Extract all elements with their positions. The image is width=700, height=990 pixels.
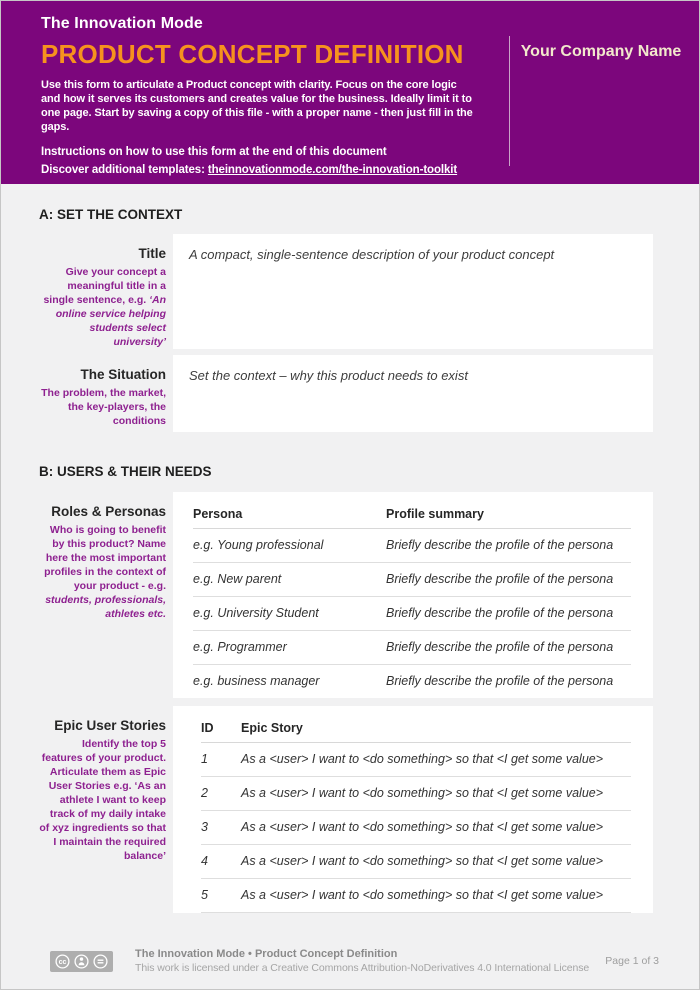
personas-row	[39, 492, 651, 698]
situation-field-hint	[39, 386, 166, 428]
no-derivatives-equals-icon	[93, 954, 108, 969]
profile-cell[interactable]: Briefly describe the profile of the persona	[386, 674, 614, 688]
epic-table-row	[201, 845, 631, 879]
title-hint-example: ‘An online service helping students select university’	[55, 294, 166, 348]
profile-cell[interactable]: Briefly describe the profile of the persona	[386, 606, 614, 620]
epic-story-cell[interactable]: As a <user> I want to <do something> so that <I get some value>	[241, 752, 604, 766]
personas-table-header	[193, 502, 631, 529]
epic-id-cell: 1	[201, 752, 208, 766]
discover-line	[41, 164, 699, 176]
situation-field-label: The Situation	[80, 367, 166, 382]
epic-story-cell[interactable]: As a <user> I want to <do something> so that <I get some value>	[241, 854, 604, 868]
profile-cell[interactable]: Briefly describe the profile of the persona	[386, 538, 614, 552]
brand-name: The Innovation Mode	[41, 15, 203, 32]
persona-table-row	[193, 631, 631, 665]
epic-id-cell: 5	[201, 888, 208, 902]
personas-field-label: Roles & Personas	[51, 504, 166, 519]
persona-cell[interactable]: e.g. Young professional	[193, 538, 324, 552]
situation-row	[39, 355, 651, 432]
situation-input-field[interactable]: Set the context – why this product needs to exist	[173, 355, 653, 432]
situation-hint-plain: The problem, the market, the key-players, the conditions	[41, 387, 166, 427]
cc-license-badge	[50, 951, 113, 972]
section-a-heading: A: SET THE CONTEXT	[39, 207, 183, 222]
epics-field-hint	[39, 737, 166, 863]
page-footer	[1, 948, 699, 974]
license-text-block	[135, 948, 589, 974]
title-label-column	[39, 234, 166, 349]
epic-id-cell: 2	[201, 786, 208, 800]
title-row	[39, 234, 651, 349]
title-hint-plain: Give your concept a meaningful title in a single sentence, e.g.	[43, 266, 166, 306]
epic-id-cell: 3	[201, 820, 208, 834]
persona-cell[interactable]: e.g. Programmer	[193, 640, 287, 654]
attribution-person-icon	[74, 954, 89, 969]
intro-paragraph: Use this form to articulate a Product concept with clarity. Focus on the core logic and how it serves its customers and creates value for the business. Ideally limit it to one page. Start by saving a copy of this file - with a proper name - then just fill in the gaps.	[41, 79, 473, 133]
footer-license-line: This work is licensed under a Creative Commons Attribution-NoDerivatives 4.0 International License	[135, 962, 590, 974]
profile-col-header: Profile summary	[386, 507, 484, 521]
company-name-placeholder[interactable]: Your Company Name	[520, 43, 682, 60]
persona-cell[interactable]: e.g. University Student	[193, 606, 319, 620]
epic-table-row	[201, 777, 631, 811]
epic-table-row	[201, 743, 631, 777]
cc-icon	[55, 954, 70, 969]
title-field-hint	[39, 265, 166, 349]
persona-table-row	[193, 665, 631, 698]
epics-row	[39, 706, 651, 913]
personas-label-column	[39, 492, 166, 698]
epics-field-label: Epic User Stories	[54, 718, 166, 733]
document-header	[1, 1, 699, 184]
epics-table-header	[201, 716, 631, 743]
instructions-note: Instructions on how to use this form at the end of this document	[41, 146, 387, 158]
footer-document-title: The Innovation Mode • Product Concept Definition	[135, 948, 398, 960]
persona-col-header: Persona	[193, 507, 243, 521]
epic-id-cell: 4	[201, 854, 208, 868]
epic-story-cell[interactable]: As a <user> I want to <do something> so that <I get some value>	[241, 820, 604, 834]
toolkit-link[interactable]: theinnovationmode.com/the-innovation-toolkit	[207, 164, 458, 176]
svg-text:cc: cc	[58, 958, 67, 966]
title-input-field[interactable]: A compact, single-sentence description of your product concept	[173, 234, 653, 349]
epics-table	[173, 706, 653, 913]
title-field-label: Title	[138, 246, 166, 261]
document-title: PRODUCT CONCEPT DEFINITION	[41, 39, 464, 69]
personas-field-hint	[39, 523, 166, 621]
profile-cell[interactable]: Briefly describe the profile of the persona	[386, 572, 614, 586]
epic-story-col-header: Epic Story	[241, 721, 303, 735]
persona-table-row	[193, 563, 631, 597]
epic-table-row	[201, 879, 631, 913]
discover-label: Discover additional templates:	[41, 164, 208, 176]
section-b-heading: B: USERS & THEIR NEEDS	[39, 464, 212, 479]
epics-label-column	[39, 706, 166, 913]
epics-hint-plain: Identify the top 5 features of your product. Articulate them as Epic User Stories e.g. ‘As an athlete I want to keep track of my daily intake of xyz ingredients so that I maintain the required balance’	[39, 738, 166, 862]
persona-cell[interactable]: e.g. business manager	[193, 674, 320, 688]
situation-label-column	[39, 355, 166, 432]
profile-cell[interactable]: Briefly describe the profile of the persona	[386, 640, 614, 654]
epic-table-row	[201, 811, 631, 845]
form-body	[1, 184, 699, 913]
personas-hint-plain: Who is going to benefit by this product? Name here the most important profiles in the context of your product - e.g.	[44, 524, 166, 592]
personas-table	[173, 492, 653, 698]
epic-story-cell[interactable]: As a <user> I want to <do something> so that <I get some value>	[241, 888, 604, 902]
persona-table-row	[193, 529, 631, 563]
page-number: Page 1 of 3	[605, 955, 659, 967]
persona-cell[interactable]: e.g. New parent	[193, 572, 282, 586]
persona-table-row	[193, 597, 631, 631]
header-divider	[509, 36, 510, 166]
epic-story-cell[interactable]: As a <user> I want to <do something> so that <I get some value>	[241, 786, 604, 800]
epic-id-col-header: ID	[201, 721, 214, 735]
personas-hint-example: students, professionals, athletes etc.	[45, 594, 166, 620]
